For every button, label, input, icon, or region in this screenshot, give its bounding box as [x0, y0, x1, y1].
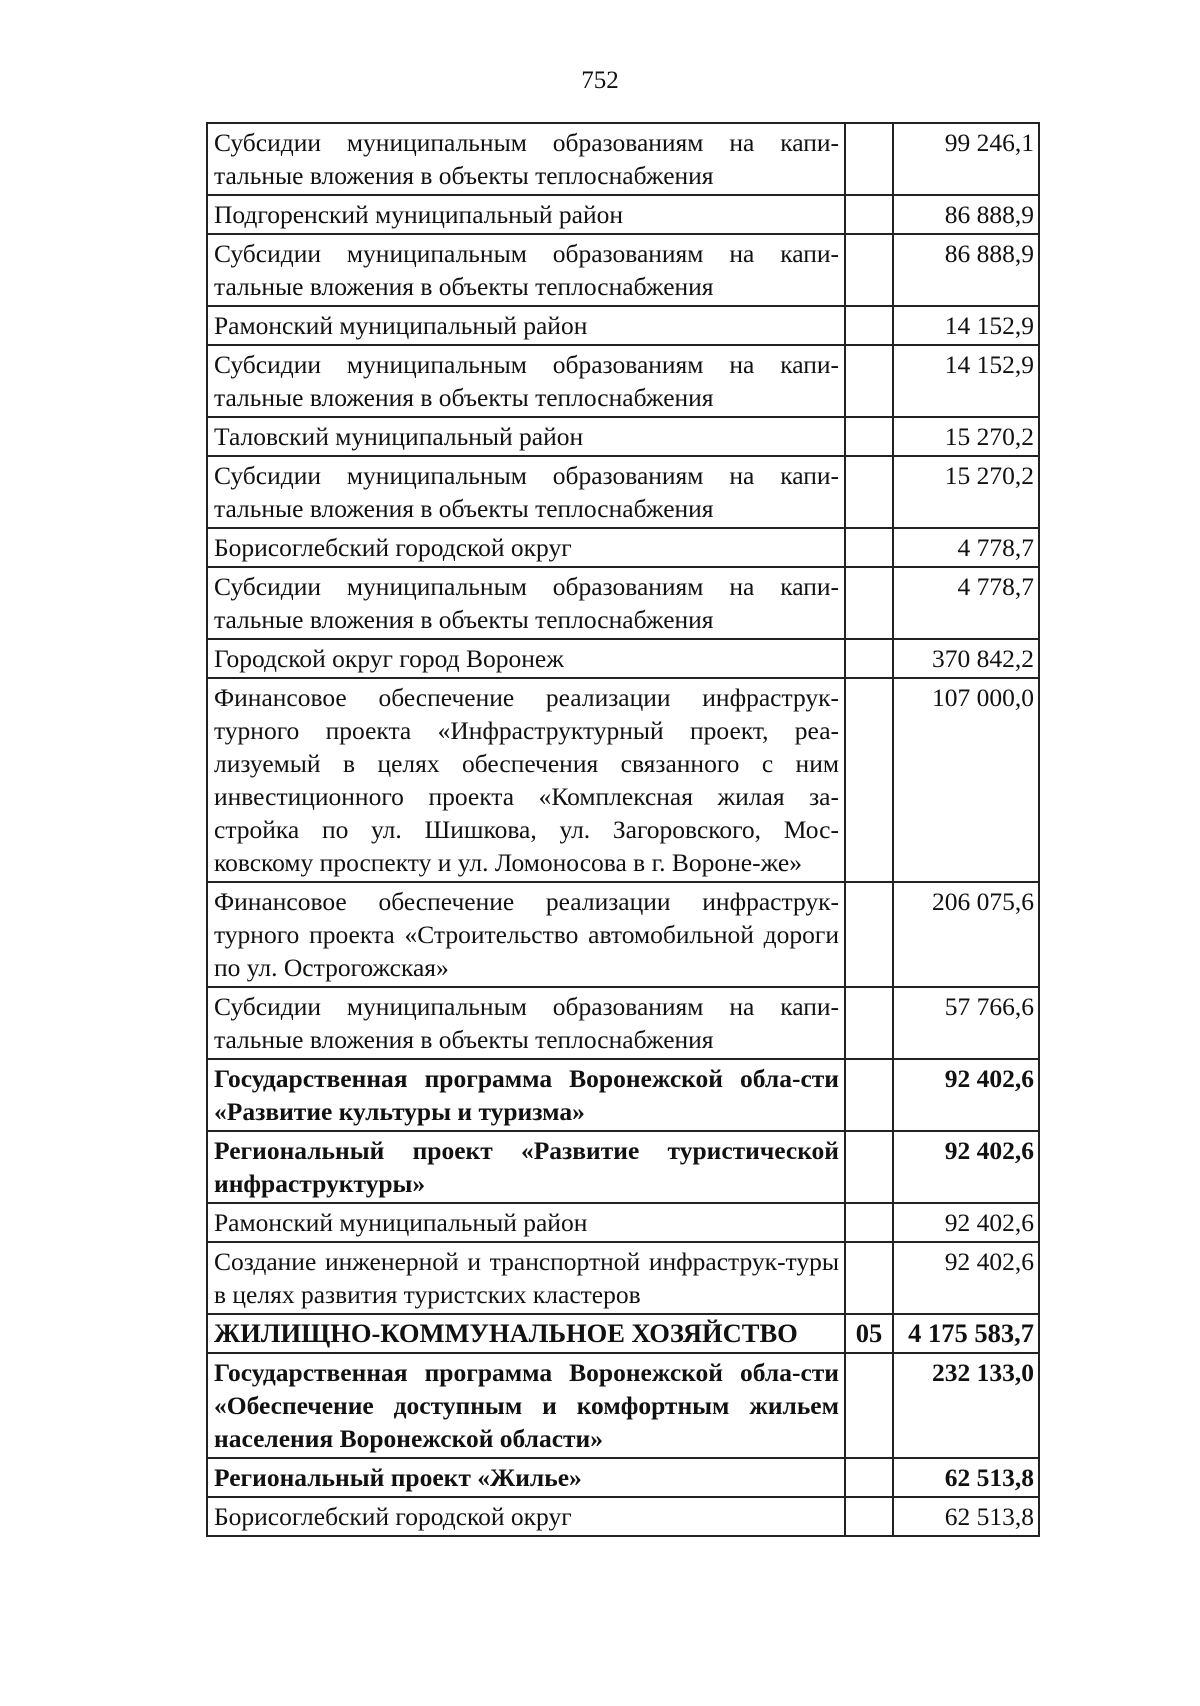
row-section-code: [845, 195, 893, 234]
table-row: [207, 1059, 1039, 1131]
table-row: [207, 345, 1039, 417]
budget-table-body: [207, 123, 1039, 1536]
row-section-code: [845, 234, 893, 306]
row-amount: 15 270,2: [893, 456, 1039, 528]
row-name: Субсидии муниципальным образованиям на капи-тальные вложения в объекты теплоснабжения: [207, 234, 845, 306]
table-row: [207, 1314, 1039, 1353]
row-name: Субсидии муниципальным образованиям на капи-тальные вложения в объекты теплоснабжения: [207, 987, 845, 1059]
row-section-code: [845, 123, 893, 195]
row-section-code: [845, 882, 893, 987]
row-name: Субсидии муниципальным образованиям на капи-тальные вложения в объекты теплоснабжения: [207, 345, 845, 417]
row-section-code: [845, 639, 893, 678]
table-row: [207, 1242, 1039, 1314]
row-name: Государственная программа Воронежской обла-сти «Обеспечение доступным и комфортным жильем населения Воронежской области»: [207, 1353, 845, 1458]
table-row: [207, 1497, 1039, 1536]
row-name: Городской округ город Воронеж: [207, 639, 845, 678]
row-name: Субсидии муниципальным образованиям на капи-тальные вложения в объекты теплоснабжения: [207, 567, 845, 639]
table-row: [207, 1203, 1039, 1242]
row-amount: 206 075,6: [893, 882, 1039, 987]
row-name: Региональный проект «Жилье»: [207, 1458, 845, 1497]
row-section-code: [845, 1497, 893, 1536]
row-amount: 57 766,6: [893, 987, 1039, 1059]
row-amount: 92 402,6: [893, 1242, 1039, 1314]
row-name: Борисоглебский городской округ: [207, 528, 845, 567]
row-amount: 92 402,6: [893, 1131, 1039, 1203]
row-section-code: [845, 528, 893, 567]
row-amount: 62 513,8: [893, 1497, 1039, 1536]
row-name: Субсидии муниципальным образованиям на капи-тальные вложения в объекты теплоснабжения: [207, 123, 845, 195]
row-name: Субсидии муниципальным образованиям на капи-тальные вложения в объекты теплоснабжения: [207, 456, 845, 528]
table-row: [207, 678, 1039, 882]
row-amount: 232 133,0: [893, 1353, 1039, 1458]
row-amount: 99 246,1: [893, 123, 1039, 195]
budget-table: [206, 122, 1040, 1537]
row-amount: 92 402,6: [893, 1059, 1039, 1131]
table-row: [207, 882, 1039, 987]
row-section-code: [845, 456, 893, 528]
table-row: [207, 1458, 1039, 1497]
row-section-code: [845, 1353, 893, 1458]
row-amount: 370 842,2: [893, 639, 1039, 678]
row-name: Финансовое обеспечение реализации инфраструк-турного проекта «Инфраструктурный проект, реа-лизуемый в целях обеспечения связанного с ним инвестиционного проекта «Комплексная жилая за-стройка по ул. Шишкова, ул. Загоровского, Мос-ковскому проспекту и ул. Ломоносова в г. Вороне-же»: [207, 678, 845, 882]
table-row: [207, 987, 1039, 1059]
row-section-code: 05: [845, 1314, 893, 1353]
table-row: [207, 567, 1039, 639]
table-row: [207, 456, 1039, 528]
row-section-code: [845, 417, 893, 456]
row-name: Рамонский муниципальный район: [207, 1203, 845, 1242]
row-amount: 14 152,9: [893, 345, 1039, 417]
row-name: Создание инженерной и транспортной инфраструк-туры в целях развития туристских кластеров: [207, 1242, 845, 1314]
table-row: [207, 306, 1039, 345]
row-amount: 92 402,6: [893, 1203, 1039, 1242]
row-section-code: [845, 1242, 893, 1314]
row-amount: 4 778,7: [893, 528, 1039, 567]
row-amount: 86 888,9: [893, 195, 1039, 234]
table-row: [207, 195, 1039, 234]
table-row: [207, 234, 1039, 306]
table-row: [207, 639, 1039, 678]
row-amount: 15 270,2: [893, 417, 1039, 456]
row-section-code: [845, 1059, 893, 1131]
table-row: [207, 1131, 1039, 1203]
table-row: [207, 1353, 1039, 1458]
row-name: Рамонский муниципальный район: [207, 306, 845, 345]
row-section-code: [845, 306, 893, 345]
row-name: Подгоренский муниципальный район: [207, 195, 845, 234]
row-amount: 4 175 583,7: [893, 1314, 1039, 1353]
page-number: 752: [581, 67, 619, 94]
row-section-code: [845, 1458, 893, 1497]
row-section-code: [845, 678, 893, 882]
row-section-code: [845, 987, 893, 1059]
row-section-code: [845, 345, 893, 417]
row-name: ЖИЛИЩНО-КОММУНАЛЬНОЕ ХОЗЯЙСТВО: [207, 1314, 845, 1353]
row-amount: 62 513,8: [893, 1458, 1039, 1497]
row-section-code: [845, 1203, 893, 1242]
row-name: Региональный проект «Развитие туристической инфраструктуры»: [207, 1131, 845, 1203]
row-amount: 4 778,7: [893, 567, 1039, 639]
table-row: [207, 417, 1039, 456]
table-row: [207, 123, 1039, 195]
row-amount: 107 000,0: [893, 678, 1039, 882]
table-row: [207, 528, 1039, 567]
row-amount: 86 888,9: [893, 234, 1039, 306]
row-name: Государственная программа Воронежской обла-сти «Развитие культуры и туризма»: [207, 1059, 845, 1131]
row-amount: 14 152,9: [893, 306, 1039, 345]
row-section-code: [845, 567, 893, 639]
row-name: Таловский муниципальный район: [207, 417, 845, 456]
row-name: Борисоглебский городской округ: [207, 1497, 845, 1536]
row-section-code: [845, 1131, 893, 1203]
row-name: Финансовое обеспечение реализации инфраструк-турного проекта «Строительство автомобильной дороги по ул. Острогожская»: [207, 882, 845, 987]
